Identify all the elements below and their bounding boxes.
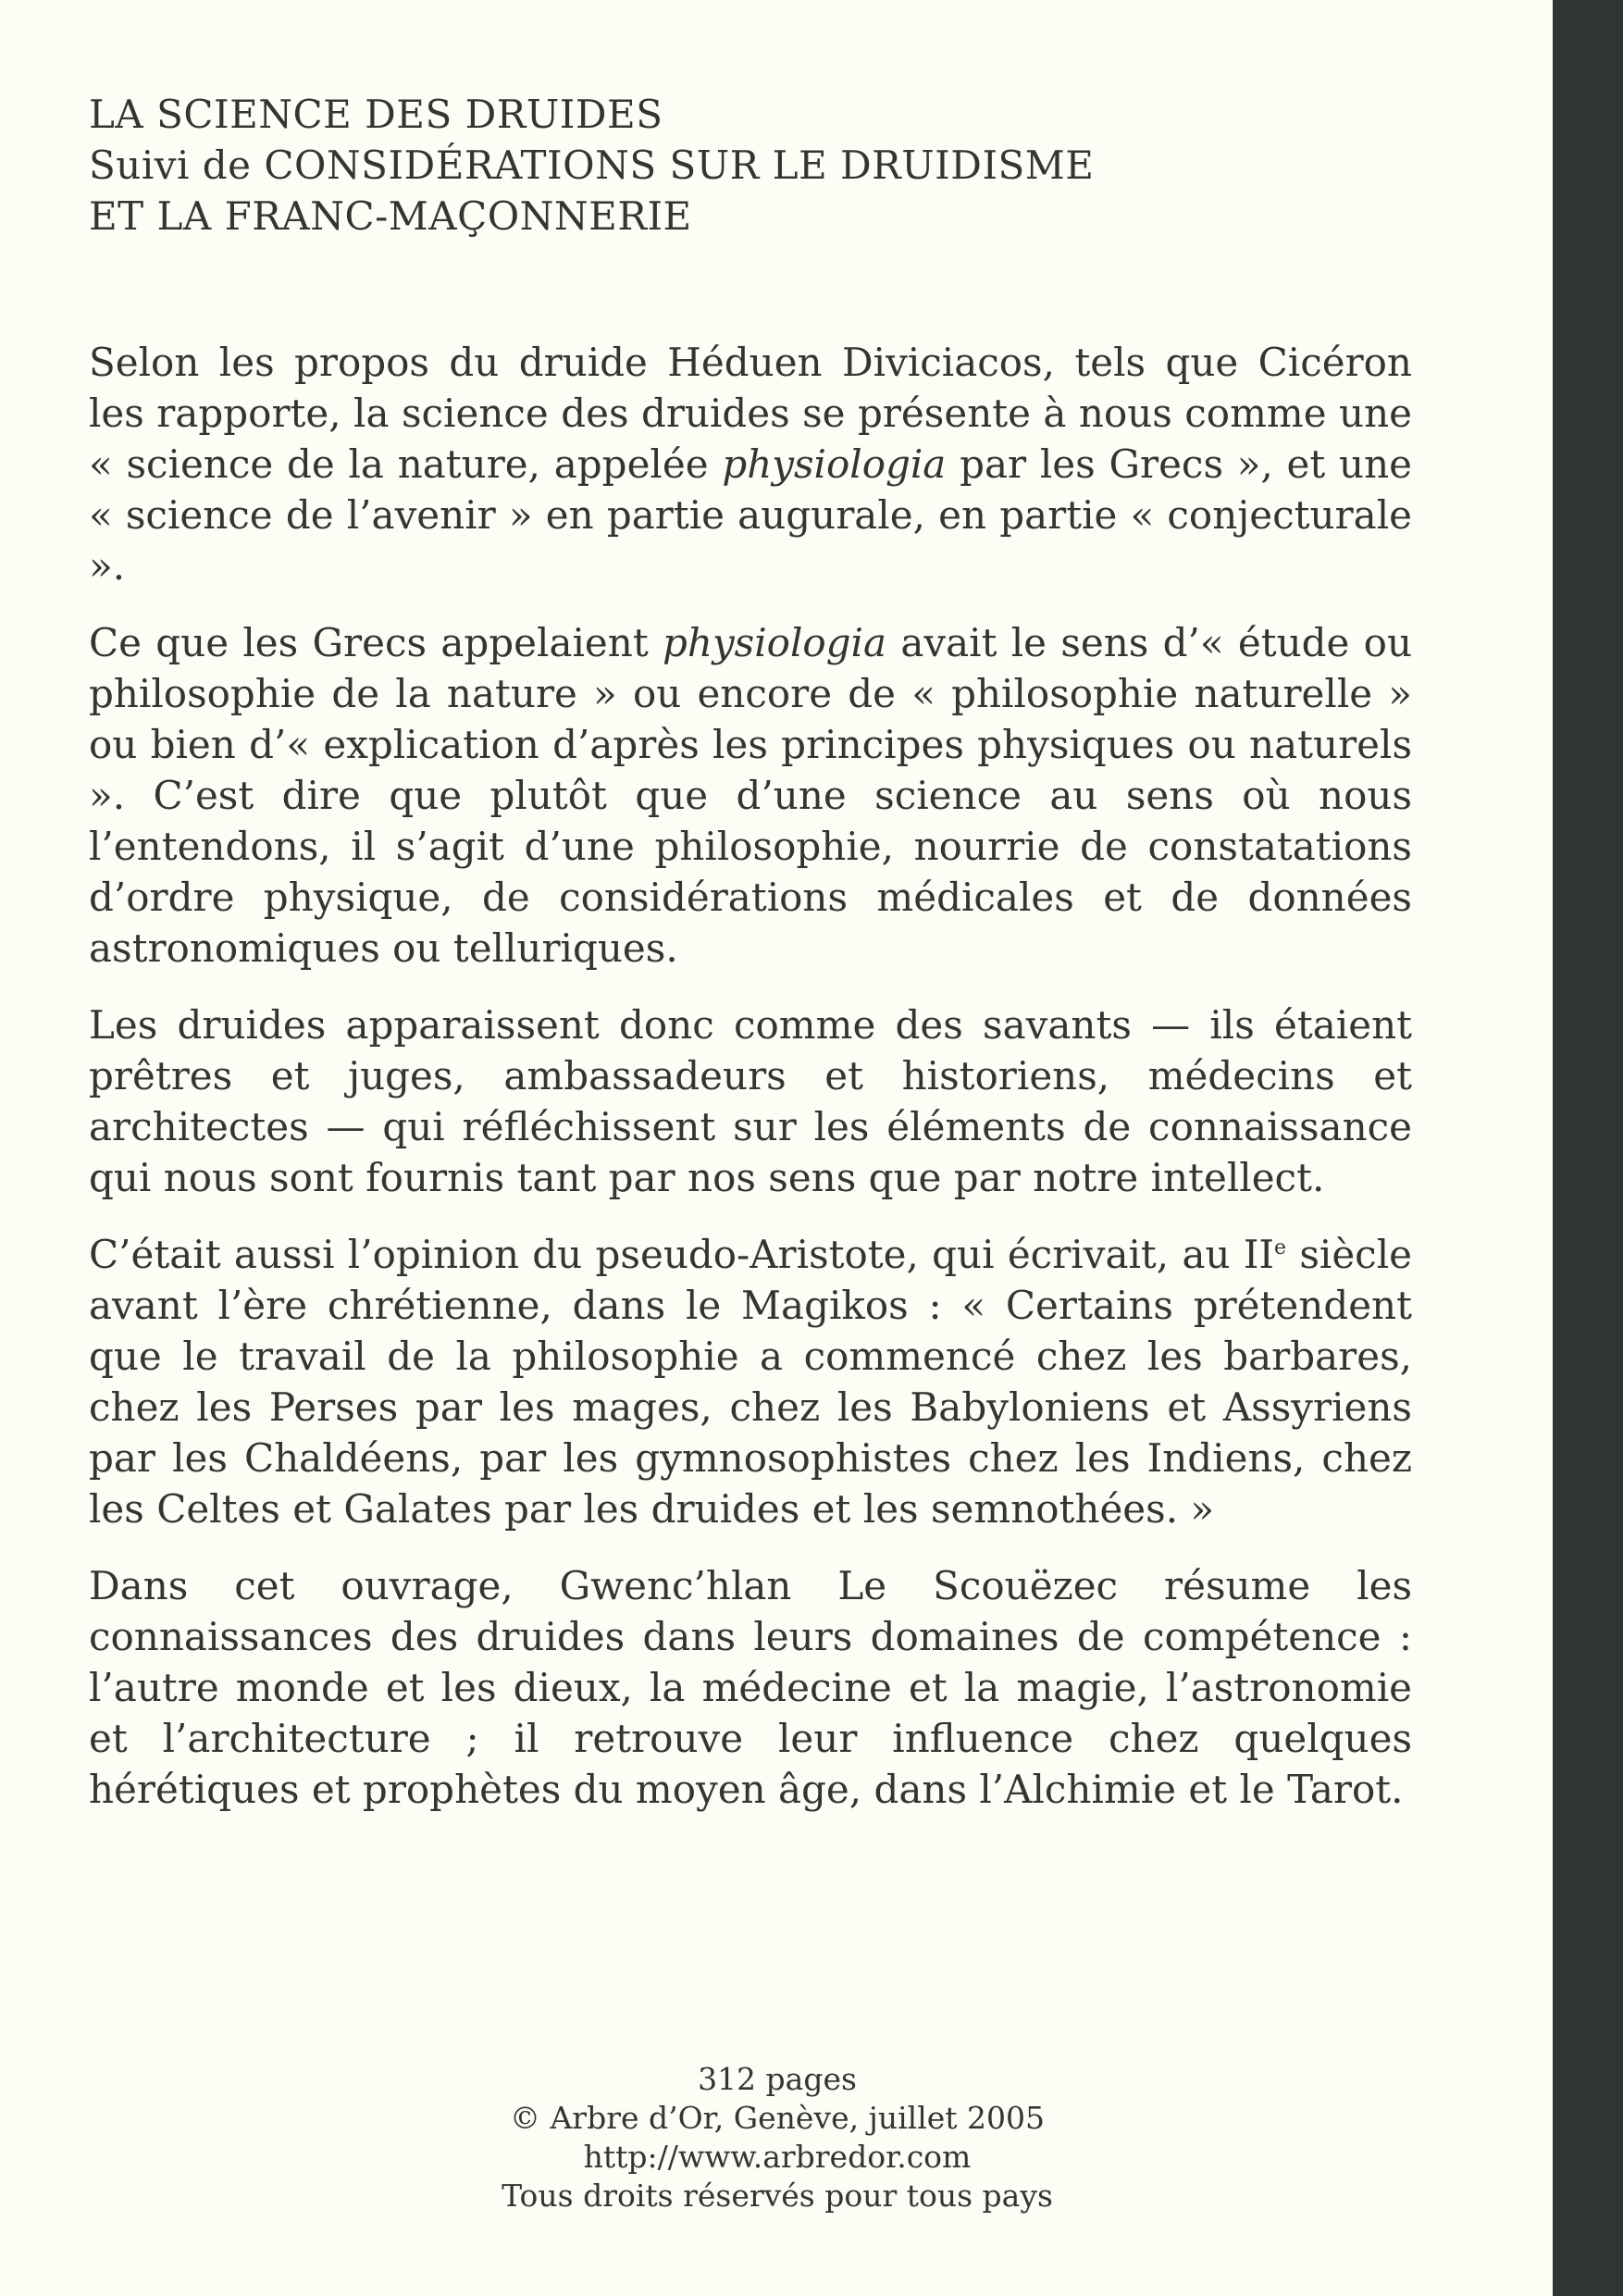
italic-term: physiologia	[722, 441, 947, 487]
blurb	[89, 337, 1412, 1841]
paragraph-1	[89, 337, 1412, 591]
book-spine	[1553, 0, 1623, 2296]
paragraph-1-text-a: Selon les propos du druide Héduen Diviciacos, tels que Cicéron les rapporte, la science des druides se présente à nous comme une « science de la nature, appelée	[89, 340, 1412, 487]
paragraph-3: Les druides apparaissent donc comme des savants — ils étaient prêtres et juges, ambassadeurs et historiens, médecins et architectes — qui réfléchissent sur les éléments de connaissance qui nous sont fournis tant par nos sens que par notre intellect.	[89, 1002, 1412, 1200]
colophon	[89, 2060, 1466, 2215]
superscript: e	[1274, 1236, 1287, 1260]
paragraph-4-text-a: C’était aussi l’opinion du pseudo-Aristote, qui écrivait, au II	[89, 1232, 1275, 1277]
paragraph-4	[89, 1229, 1412, 1534]
copyright-line: © Arbre d’Or, Genève, juillet 2005	[509, 2100, 1046, 2136]
paragraph-2	[89, 617, 1412, 974]
italic-term: physiologia	[663, 620, 887, 665]
title-line-3: ET LA FRANC-MAÇONNERIE	[89, 193, 692, 239]
page-count: 312 pages	[698, 2061, 857, 2097]
book-title	[89, 89, 1412, 242]
publisher-url: http://www.arbredor.com	[583, 2139, 972, 2175]
paragraph-5: Dans cet ouvrage, Gwenc’hlan Le Scouëzec résume les connaissances des druides dans leurs domaines de compétence : l’autre monde et les dieux, la médecine et la magie, l’astronomie et l’architecture ; il retrouve leur influence chez quelques hérétiques et prophètes du moyen âge, dans l’Alchimie et le Tarot.	[89, 1563, 1412, 1812]
paragraph-4-text-c: siècle avant l’ère chrétienne, dans le Magikos : « Certains prétendent que le travail de la philosophie a commencé chez les barbares, chez les Perses par les mages, chez les Babyloniens et Assyriens par les Chaldéens, par les gymnosophistes chez les Indiens, chez les Celtes et Galates par les druides et les semnothées. »	[89, 1232, 1412, 1532]
paragraph-1-text-c: par les Grecs », et une « science de l’avenir » en partie augurale, en partie « conjecturale ».	[89, 441, 1412, 589]
paragraph-2-text-c: avait le sens d’« étude ou philosophie de la nature » ou encore de « philosophie naturelle » ou bien d’« explication d’après les principes physiques ou naturels ». C’est dire que plutôt que d’une science au sens où nous l’entendons, il s’agit d’une philosophie, nourrie de constatations d’ordre physique, de considérations médicales et de données astronomiques ou telluriques.	[89, 620, 1412, 971]
title-line-2: Suivi de CONSIDÉRATIONS SUR LE DRUIDISME	[89, 143, 1095, 188]
paragraph-2-text-a: Ce que les Grecs appelaient	[89, 620, 663, 665]
title-line-1: LA SCIENCE DES DRUIDES	[89, 92, 663, 137]
rights-line: Tous droits réservés pour tous pays	[502, 2178, 1053, 2214]
